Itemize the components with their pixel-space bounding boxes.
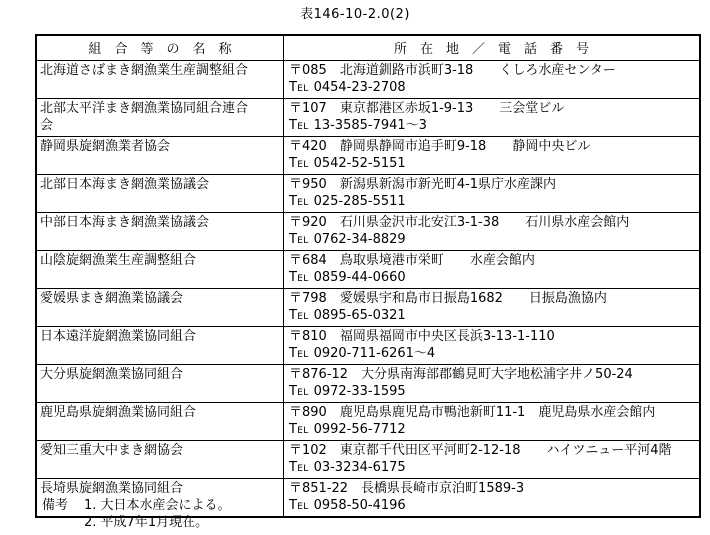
org-name-cell: 大分県旋網漁業協同組合 <box>37 365 284 402</box>
tel-label: TEL <box>289 270 309 285</box>
tel-number: 0972-33-1595 <box>313 384 406 399</box>
postal-address-line: 〒798 愛媛県宇和島市日振島1682 日振島漁協内 <box>289 291 607 306</box>
address-tel-cell <box>284 251 699 288</box>
address-tel-cell <box>284 137 699 174</box>
table-row <box>37 403 699 441</box>
remarks-items <box>84 497 231 531</box>
tel-line <box>289 269 697 288</box>
tel-number: 025-285-5511 <box>313 194 406 209</box>
postal-address-line: 〒920 石川県金沢市北安江3-1-38 石川県水産会館内 <box>289 215 630 230</box>
postal-address-line: 〒684 鳥取県境港市栄町 水産会館内 <box>289 253 535 268</box>
org-name-cell: 中部日本海まき網漁業協議会 <box>37 213 284 250</box>
org-name-cell: 北部太平洋まき網漁業協同組合連合会 <box>37 99 284 136</box>
tel-number: 0958-50-4196 <box>313 498 406 513</box>
organizations-table <box>35 34 701 518</box>
tel-number: 0542-52-5151 <box>313 156 406 171</box>
table-row <box>37 365 699 403</box>
tel-number: 0992-56-7712 <box>313 422 406 437</box>
tel-label: TEL <box>289 80 309 95</box>
org-name-cell: 山陰旋網漁業生産調整組合 <box>37 251 284 288</box>
tel-number: 0762-34-8829 <box>313 232 406 247</box>
postal-address-line: 〒107 東京都港区赤坂1-9-13 三会堂ビル <box>289 101 565 116</box>
tel-line <box>289 383 697 402</box>
tel-number: 0895-65-0321 <box>313 308 406 323</box>
address-tel-cell <box>284 289 699 326</box>
tel-number: 0859-44-0660 <box>313 270 406 285</box>
org-name-cell: 長埼県旋網漁業協同組合 <box>37 479 284 516</box>
tel-label: TEL <box>289 232 309 247</box>
postal-address-line: 〒876-12 大分県南海部郡鶴見町大字地松浦字井ノ50-24 <box>289 367 633 382</box>
tel-number: 03-3234-6175 <box>313 460 406 475</box>
tel-label: TEL <box>289 346 309 361</box>
address-tel-cell <box>284 213 699 250</box>
tel-line <box>289 459 697 478</box>
tel-label: TEL <box>289 156 309 171</box>
org-name-cell: 愛媛県まき網漁業協議会 <box>37 289 284 326</box>
postal-address-line: 〒810 福岡県福岡市中央区長浜3-13-1-110 <box>289 329 555 344</box>
org-name-cell: 愛知三重大中まき網協会 <box>37 441 284 478</box>
tel-line <box>289 193 697 212</box>
column-header-address-tel: 所 在 地 ／ 電 話 番 号 <box>393 42 589 57</box>
address-tel-cell <box>284 441 699 478</box>
postal-address-line: 〒950 新潟県新潟市新光町4-1県庁水産課内 <box>289 177 557 192</box>
tel-label: TEL <box>289 498 309 513</box>
table-row <box>37 99 699 137</box>
remarks-item: 1. 大日本水産会による。 <box>84 498 231 513</box>
org-name-cell: 静岡県旋網漁業者協会 <box>37 137 284 174</box>
postal-address-line: 〒102 東京都千代田区平河町2-12-18 ハイツニュー平河4階 <box>289 443 672 458</box>
tel-line <box>289 117 697 136</box>
page-title: 表146-10-2.0(2) <box>300 7 410 22</box>
table-row <box>37 213 699 251</box>
tel-label: TEL <box>289 118 309 133</box>
tel-number: 0454-23-2708 <box>313 80 406 95</box>
tel-label: TEL <box>289 194 309 209</box>
address-tel-cell <box>284 327 699 364</box>
postal-address-line: 〒085 北海道釧路市浜町3-18 くしろ水産センター <box>289 63 616 78</box>
tel-line <box>289 155 697 174</box>
tel-line <box>289 307 697 326</box>
org-name-cell: 北海道さばまき網漁業生産調整組合 <box>37 61 284 98</box>
tel-line <box>289 79 697 98</box>
postal-address-line: 〒890 鹿児島県鹿児島市鴨池新町11-1 鹿児島県水産会館内 <box>289 405 656 420</box>
table-row <box>37 289 699 327</box>
table-row <box>37 327 699 365</box>
table-row <box>37 441 699 479</box>
postal-address-line: 〒420 静岡県静岡市追手町9-18 静岡中央ビル <box>289 139 591 154</box>
tel-label: TEL <box>289 384 309 399</box>
table-row <box>37 137 699 175</box>
remarks-block <box>42 497 231 531</box>
address-tel-cell <box>284 175 699 212</box>
postal-address-line: 〒851-22 長橋県長崎市京泊町1589-3 <box>289 481 525 496</box>
tel-line <box>289 231 697 250</box>
address-tel-cell <box>284 479 699 516</box>
org-name-cell: 北部日本海まき網漁業協議会 <box>37 175 284 212</box>
tel-label: TEL <box>289 422 309 437</box>
tel-label: TEL <box>289 308 309 323</box>
tel-label: TEL <box>289 460 309 475</box>
table-row <box>37 175 699 213</box>
remarks-label: 備考 <box>42 498 69 513</box>
column-header-name: 組 合 等 の 名 称 <box>37 36 284 60</box>
address-tel-cell <box>284 99 699 136</box>
tel-line <box>289 497 697 516</box>
table-row <box>37 61 699 99</box>
address-tel-cell <box>284 61 699 98</box>
table-row <box>37 251 699 289</box>
org-name-cell: 鹿児島県旋網漁業協同組合 <box>37 403 284 440</box>
address-tel-cell <box>284 365 699 402</box>
tel-number: 13-3585-7941～3 <box>313 118 427 133</box>
address-tel-cell <box>284 403 699 440</box>
remarks-item: 2. 平成7年1月現在。 <box>84 515 209 530</box>
org-name-cell: 日本遠洋旋網漁業協同組合 <box>37 327 284 364</box>
tel-line <box>289 345 697 364</box>
table-header-row <box>37 36 699 61</box>
tel-number: 0920-711-6261～4 <box>313 346 436 361</box>
tel-line <box>289 421 697 440</box>
